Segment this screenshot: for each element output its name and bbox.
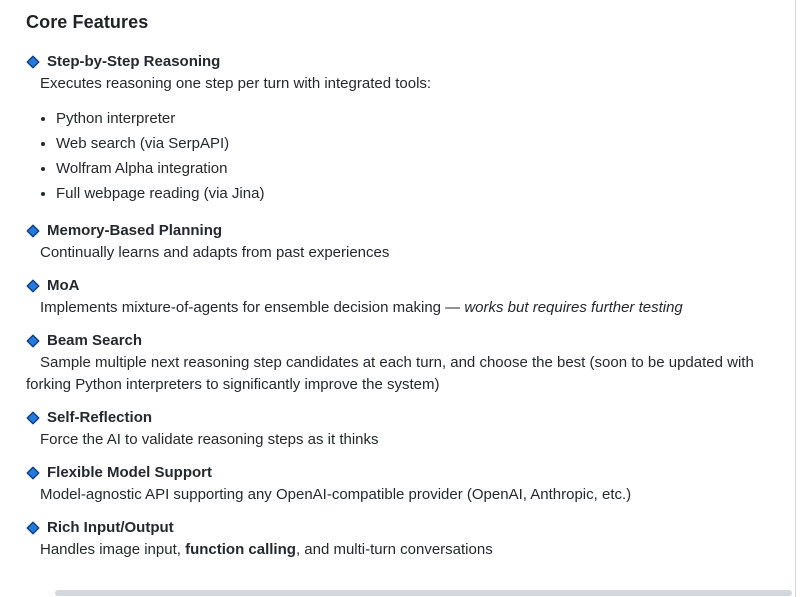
feature-description: Continually learns and adapts from past experiences (40, 244, 390, 261)
feature-title: Step-by-Step Reasoning (47, 53, 221, 70)
feature-heading (26, 51, 760, 73)
feature-heading (26, 220, 760, 242)
list-item: • Full webpage reading (via Jina) (56, 183, 760, 205)
blue-diamond-icon (26, 279, 40, 293)
feature-flexible-model-support (26, 462, 760, 506)
readme-content (26, 10, 760, 572)
feature-heading (26, 330, 760, 352)
window-right-border (795, 0, 796, 597)
feature-moa (26, 275, 760, 319)
feature-heading (26, 275, 760, 297)
feature-self-reflection (26, 407, 760, 451)
feature-heading (26, 407, 760, 429)
feature-title: Beam Search (47, 332, 143, 349)
feature-title: MoA (47, 277, 80, 294)
feature-beam-search (26, 330, 760, 396)
blue-diamond-icon (26, 521, 40, 535)
feature-title: Self-Reflection (47, 409, 153, 426)
page-title: Core Features (26, 12, 149, 32)
feature-title: Memory-Based Planning (47, 222, 223, 239)
feature-rich-input-output (26, 517, 760, 561)
feature-heading (26, 517, 760, 539)
blue-diamond-icon (26, 334, 40, 348)
feature-description: Executes reasoning one step per turn with integrated tools: (40, 75, 432, 92)
feature-heading (26, 462, 760, 484)
blue-diamond-icon (26, 466, 40, 480)
blue-diamond-icon (26, 55, 40, 69)
feature-step-by-step-reasoning (26, 51, 760, 95)
feature-title: Flexible Model Support (47, 464, 213, 481)
feature-title: Rich Input/Output (47, 519, 174, 536)
feature-description: Implements mixture-of-agents for ensemble decision making — works but requires further testing (40, 299, 683, 316)
feature-description: Handles image input, function calling, and multi-turn conversations (40, 541, 493, 558)
blue-diamond-icon (26, 411, 40, 425)
list-item: • Wolfram Alpha integration (56, 158, 760, 180)
feature-memory-based-planning (26, 220, 760, 264)
integrated-tools-list (26, 108, 760, 205)
list-item: • Web search (via SerpAPI) (56, 133, 760, 155)
feature-description: Sample multiple next reasoning step candidates at each turn, and choose the best (soon to be updated with forking Python interpreters to significantly improve the system) (26, 354, 754, 393)
feature-description: Model-agnostic API supporting any OpenAI-compatible provider (OpenAI, Anthropic, etc.) (40, 486, 632, 503)
blue-diamond-icon (26, 224, 40, 238)
feature-description: Force the AI to validate reasoning steps as it thinks (40, 431, 379, 448)
horizontal-scrollbar[interactable] (55, 590, 792, 596)
list-item: • Python interpreter (56, 108, 760, 130)
